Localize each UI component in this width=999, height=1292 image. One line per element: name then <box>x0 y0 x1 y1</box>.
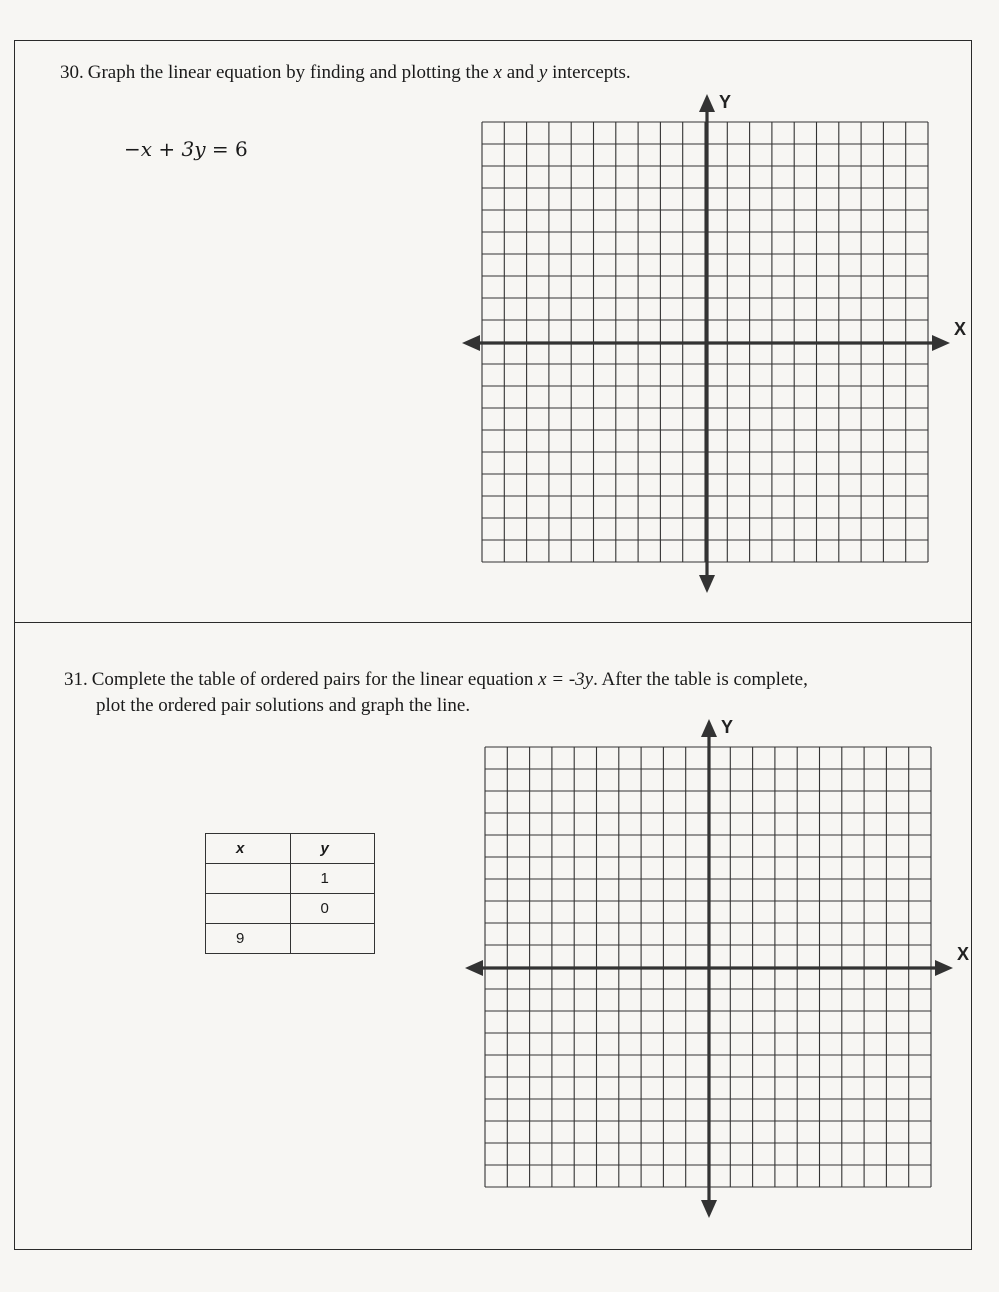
table-cell-x[interactable]: 9 <box>206 924 291 954</box>
x-axis-label: X <box>957 944 970 964</box>
q30-number: 30. <box>60 62 84 83</box>
eq-term-x: −x <box>124 137 153 161</box>
q31-number: 31. <box>64 669 88 690</box>
eq-term-y: 3y <box>181 137 206 161</box>
y-axis-arrow-up <box>701 719 717 737</box>
q31-text-a: Complete the table of ordered pairs for the linear equation <box>91 669 539 690</box>
x-axis-arrow-left <box>465 960 483 976</box>
q31-prompt-line2: plot the ordered pair solutions and graph the line. <box>96 695 471 716</box>
q30-var-y: y <box>538 62 548 83</box>
eq-rhs: 6 <box>235 137 248 161</box>
x-axis-arrow-left <box>462 335 480 351</box>
eq-plus: + <box>152 137 182 161</box>
x-axis-label: X <box>954 319 967 339</box>
q30-var-x: x <box>493 62 502 83</box>
q31-coordinate-grid[interactable] <box>465 717 969 1218</box>
q30-text-a: Graph the linear equation by finding and plotting the <box>87 62 494 83</box>
x-axis-arrow-right <box>932 335 950 351</box>
y-axis-label: Y <box>719 92 732 112</box>
q30-coordinate-grid[interactable] <box>462 92 966 593</box>
eq-equals: = <box>205 137 236 161</box>
x-axis-arrow-right <box>935 960 953 976</box>
table-cell-y[interactable]: 1 <box>290 864 375 894</box>
y-axis-arrow-down <box>701 1200 717 1218</box>
table-header-x: x <box>206 834 291 864</box>
q30-text-b: and <box>501 62 539 83</box>
table-cell-y[interactable]: 0 <box>290 894 375 924</box>
y-axis-arrow-up <box>699 94 715 112</box>
q30-text-c: intercepts. <box>547 62 631 83</box>
y-axis-arrow-down <box>699 575 715 593</box>
q31-text-b: . After the table is complete, <box>593 669 808 690</box>
q31-equation: x = -3y <box>538 669 594 690</box>
y-axis-label: Y <box>721 717 734 737</box>
table-header-y: y <box>290 834 375 864</box>
